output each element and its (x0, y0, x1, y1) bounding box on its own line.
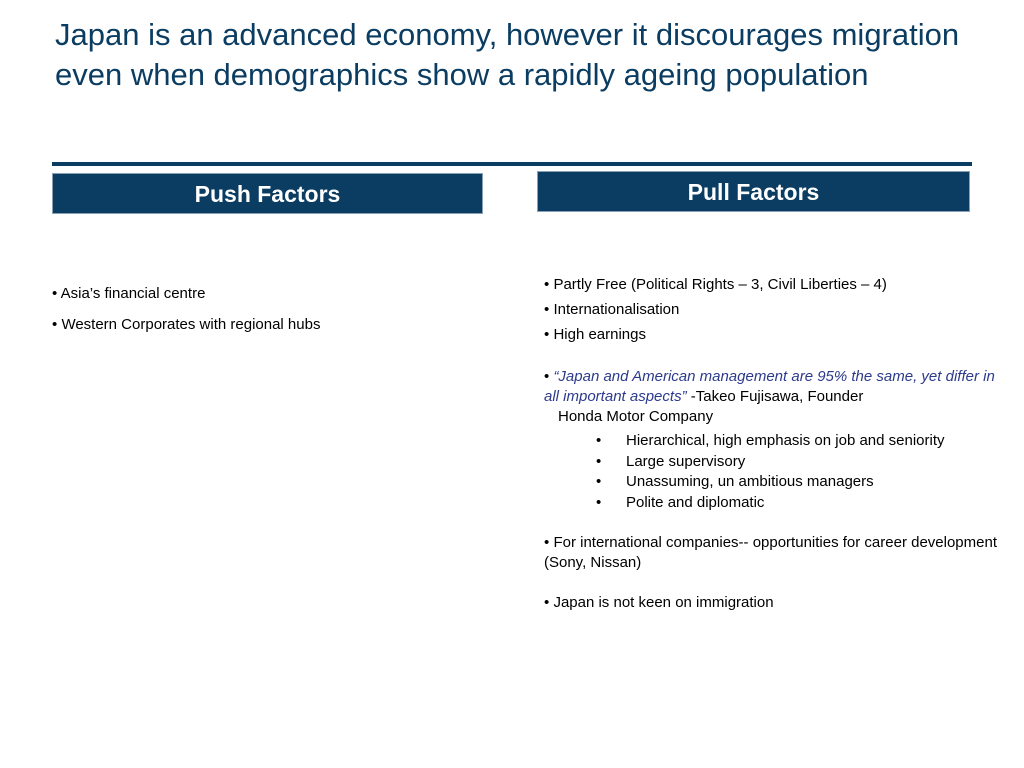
sub-item-text: Unassuming, un ambitious managers (626, 473, 874, 490)
bullet-icon: • (596, 493, 602, 511)
bullet-icon: • (544, 301, 550, 318)
bullet-icon: • (596, 432, 602, 449)
pull-factors-header: Pull Factors (537, 171, 970, 212)
quote-block (544, 367, 1004, 427)
bullet-icon: • (596, 473, 602, 490)
sub-list-item (596, 472, 1004, 493)
bullet-icon: • (544, 594, 550, 611)
push-item-text: Western Corporates with regional hubs (61, 316, 321, 333)
quote-attribution: -Takeo Fujisawa, Founder (686, 388, 864, 405)
push-factors-list (52, 284, 472, 346)
bullet-icon: • (52, 285, 58, 302)
quote-text: “Japan and American management are 95% the same, yet differ in all important aspects” (544, 368, 995, 405)
pull-item-text: Internationalisation (553, 301, 680, 318)
bullet-icon: • (544, 276, 550, 293)
pull-item-text: High earnings (553, 326, 646, 343)
pull-item (544, 275, 1004, 295)
immigration-item (544, 593, 1004, 613)
bullet-icon: • (544, 368, 550, 385)
quote-attribution-company: Honda Motor Company (558, 408, 714, 425)
push-item (52, 284, 472, 304)
slide-title: Japan is an advanced economy, however it discourages migration even when demographics show a rapidly ageing population (55, 17, 960, 92)
sub-list-item (596, 493, 1004, 514)
bullet-icon: • (544, 534, 550, 551)
bullet-icon: • (544, 326, 550, 343)
push-item-text: Asia’s financial centre (60, 285, 206, 302)
push-item (52, 315, 472, 335)
title-divider (52, 162, 972, 166)
sub-list-item (596, 431, 1004, 452)
sub-item-text: Large supervisory (626, 452, 746, 470)
management-traits-list (544, 431, 1004, 513)
bullet-icon: • (596, 452, 602, 470)
bullet-icon: • (52, 316, 58, 333)
pull-item (544, 300, 1004, 320)
push-factors-header: Push Factors (52, 173, 483, 214)
sub-item-text: Hierarchical, high emphasis on job and seniority (626, 432, 945, 449)
pull-item-text: Partly Free (Political Rights – 3, Civil Liberties – 4) (553, 276, 887, 293)
career-item (544, 533, 1004, 573)
sub-list-item (596, 452, 1004, 473)
career-text: For international companies-- opportunities for career development (Sony, Nissan) (544, 534, 997, 571)
pull-item (544, 325, 1004, 345)
sub-item-text: Polite and diplomatic (626, 493, 765, 511)
pull-factors-list (544, 275, 1004, 613)
immigration-text: Japan is not keen on immigration (553, 594, 774, 611)
